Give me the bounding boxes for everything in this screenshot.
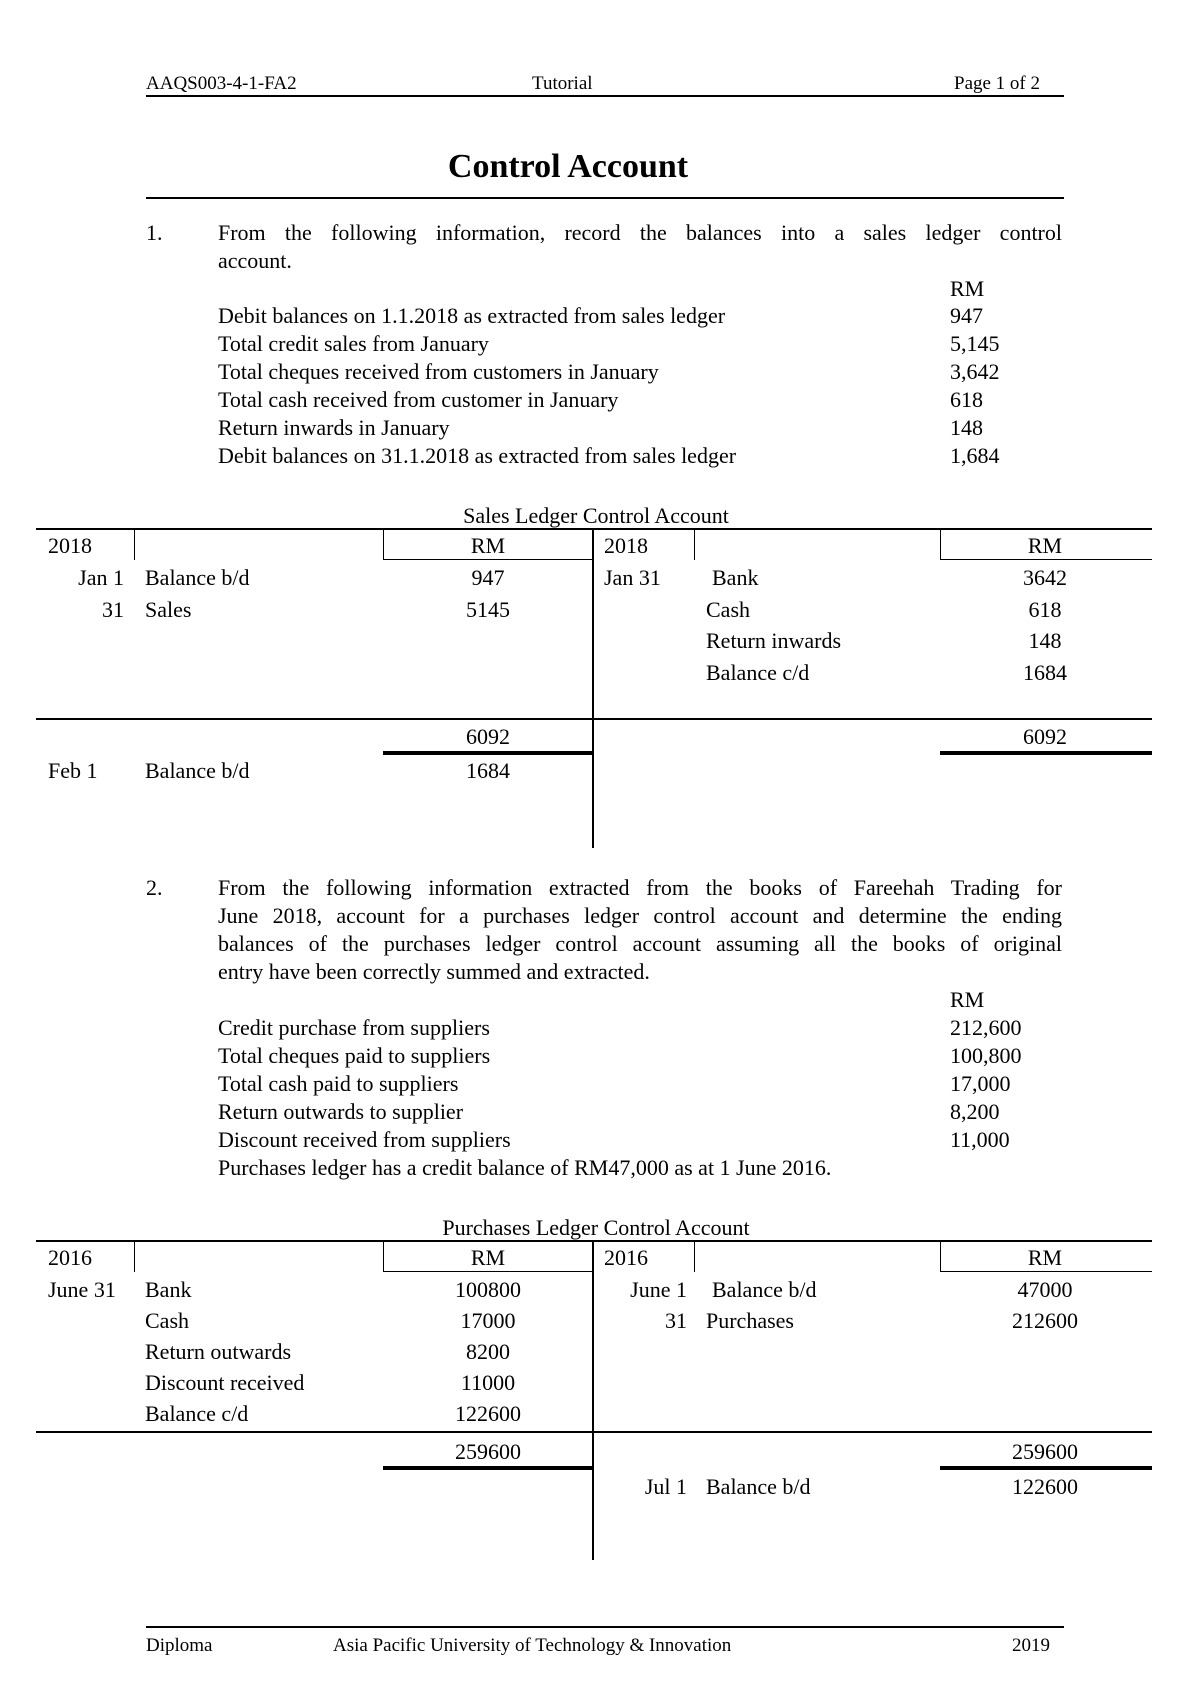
q2-number: 2. [146, 875, 163, 900]
debit-amount: 5145 [466, 597, 510, 622]
q1-item-label: Total cheques received from customers in January [218, 359, 659, 384]
q1-item-value: 947 [950, 303, 983, 328]
credit-amount: 3642 [1023, 565, 1067, 590]
header-rule [146, 95, 1064, 97]
q1-item-value: 3,642 [950, 359, 1000, 384]
column-rule [383, 1240, 384, 1272]
account-divider [592, 1240, 594, 1560]
header-course-code: AAQS003-4-1-FA2 [146, 73, 297, 94]
q2-item-label: Credit purchase from suppliers [218, 1015, 490, 1040]
footer-institution: Asia Pacific University of Technology & Innovation [333, 1635, 732, 1656]
q2-item-label: Discount received from suppliers [218, 1127, 511, 1152]
total-double-underline [383, 751, 592, 755]
debit-total: 6092 [466, 724, 510, 749]
total-double-underline [940, 1466, 1152, 1470]
credit-rm-header: RM [1027, 1245, 1063, 1270]
carry-date: Feb 1 [48, 758, 98, 783]
credit-desc: Cash [706, 597, 750, 622]
q1-item-label: Return inwards in January [218, 415, 450, 440]
q1-item-label: Total cash received from customer in January [218, 387, 619, 412]
debit-desc: Discount received [145, 1370, 305, 1395]
q2-intro-last: entry have been correctly summed and extracted. [218, 959, 650, 984]
column-rule [940, 1240, 941, 1272]
footer-rule [146, 1626, 1064, 1628]
purchases-account-title: Purchases Ledger Control Account [442, 1215, 750, 1240]
debit-amount: 17000 [460, 1308, 516, 1333]
debit-amount: 8200 [466, 1339, 510, 1364]
carry-desc: Balance b/d [706, 1474, 811, 1499]
credit-date: Jan 31 [604, 565, 661, 590]
q1-rm-header: RM [950, 276, 985, 301]
debit-date: 31 [102, 597, 124, 622]
q1-item-label: Total credit sales from January [218, 331, 489, 356]
debit-rm-header: RM [470, 533, 506, 558]
column-rule [694, 528, 695, 560]
total-double-underline [940, 751, 1152, 755]
credit-year: 2018 [604, 533, 648, 558]
credit-desc: Bank [712, 565, 759, 590]
debit-amount: 100800 [455, 1277, 521, 1302]
q2-intro-line: June 2018, account for a purchases ledger control account and determine the ending [218, 903, 1062, 928]
q1-item-value: 1,684 [950, 443, 1000, 468]
footer-program: Diploma [146, 1635, 213, 1656]
debit-desc: Bank [145, 1277, 192, 1302]
q2-intro-line: From the following information extracted from the books of Fareehah Trading for [218, 875, 1062, 900]
carry-desc: Balance b/d [145, 758, 250, 783]
debit-desc: Balance c/d [145, 1401, 249, 1426]
column-rule [383, 528, 384, 560]
q1-item-value: 618 [950, 387, 983, 412]
debit-desc: Sales [145, 597, 192, 622]
q2-item-value: 11,000 [950, 1127, 1010, 1152]
column-rule [940, 528, 941, 560]
debit-desc: Return outwards [145, 1339, 292, 1364]
debit-amount: 947 [471, 565, 505, 590]
carry-amount: 1684 [466, 758, 510, 783]
q2-item-value: 212,600 [950, 1015, 1022, 1040]
debit-desc: Balance b/d [145, 565, 250, 590]
credit-amount: 212600 [1012, 1308, 1078, 1333]
credit-date: 31 [665, 1308, 687, 1333]
rm-underline [940, 1271, 1152, 1272]
q2-item-value: 8,200 [950, 1099, 1000, 1124]
page-title: Control Account [447, 148, 689, 185]
q2-intro-line: balances of the purchases ledger control account assuming all the books of original [218, 931, 1062, 956]
carry-amount: 122600 [1012, 1474, 1078, 1499]
rm-underline [940, 559, 1152, 560]
footer-year: 2019 [1012, 1635, 1050, 1656]
q1-intro-line-1: From the following information, record the balances into a sales ledger control [218, 220, 1062, 245]
column-rule [694, 1240, 695, 1272]
q2-item-label: Total cheques paid to suppliers [218, 1043, 491, 1068]
debit-desc: Cash [145, 1308, 189, 1333]
credit-total: 6092 [1023, 724, 1067, 749]
column-rule [134, 528, 135, 560]
credit-amount: 1684 [1023, 660, 1067, 685]
credit-amount: 148 [1028, 628, 1062, 653]
debit-year: 2016 [48, 1245, 92, 1270]
q1-number: 1. [146, 220, 163, 245]
q1-item-value: 5,145 [950, 331, 1000, 356]
debit-date: Jan 1 [78, 565, 124, 590]
account-top-rule [36, 1240, 1152, 1242]
total-double-underline [383, 1466, 592, 1470]
rm-underline [383, 559, 592, 560]
q1-item-value: 148 [950, 415, 983, 440]
q2-item-label: Return outwards to supplier [218, 1099, 464, 1124]
q1-intro-line-2: account. [218, 248, 292, 273]
q2-rm-header: RM [950, 987, 985, 1012]
credit-amount: 618 [1028, 597, 1062, 622]
credit-rm-header: RM [1027, 533, 1063, 558]
credit-desc: Purchases [706, 1308, 794, 1333]
carry-date: Jul 1 [644, 1474, 687, 1499]
sales-account-title: Sales Ledger Control Account [463, 503, 729, 528]
q2-note: Purchases ledger has a credit balance of RM47,000 as at 1 June 2016. [218, 1155, 832, 1180]
account-top-rule [36, 528, 1152, 530]
debit-rm-header: RM [470, 1245, 506, 1270]
q2-item-label: Total cash paid to suppliers [218, 1071, 459, 1096]
q1-item-label: Debit balances on 31.1.2018 as extracted from sales ledger [218, 443, 737, 468]
totals-rule [36, 1431, 1152, 1433]
credit-date: June 1 [630, 1277, 687, 1302]
debit-date: June 31 [48, 1277, 116, 1302]
q1-item-label: Debit balances on 1.1.2018 as extracted from sales ledger [218, 303, 726, 328]
q2-item-value: 100,800 [950, 1043, 1022, 1068]
credit-amount: 47000 [1017, 1277, 1073, 1302]
debit-year: 2018 [48, 533, 92, 558]
credit-year: 2016 [604, 1245, 648, 1270]
rm-underline [383, 1271, 592, 1272]
totals-rule [36, 718, 1152, 720]
title-rule [146, 197, 1064, 199]
header-tutorial: Tutorial [532, 73, 593, 94]
credit-desc: Return inwards [706, 628, 842, 653]
credit-desc: Balance c/d [706, 660, 810, 685]
debit-amount: 122600 [455, 1401, 521, 1426]
column-rule [134, 1240, 135, 1272]
credit-total: 259600 [1012, 1439, 1078, 1464]
account-divider [592, 528, 594, 848]
credit-desc: Balance b/d [712, 1277, 817, 1302]
debit-amount: 11000 [460, 1370, 516, 1395]
debit-total: 259600 [455, 1439, 521, 1464]
q2-item-value: 17,000 [950, 1071, 1011, 1096]
header-page-number: Page 1 of 2 [954, 73, 1041, 94]
